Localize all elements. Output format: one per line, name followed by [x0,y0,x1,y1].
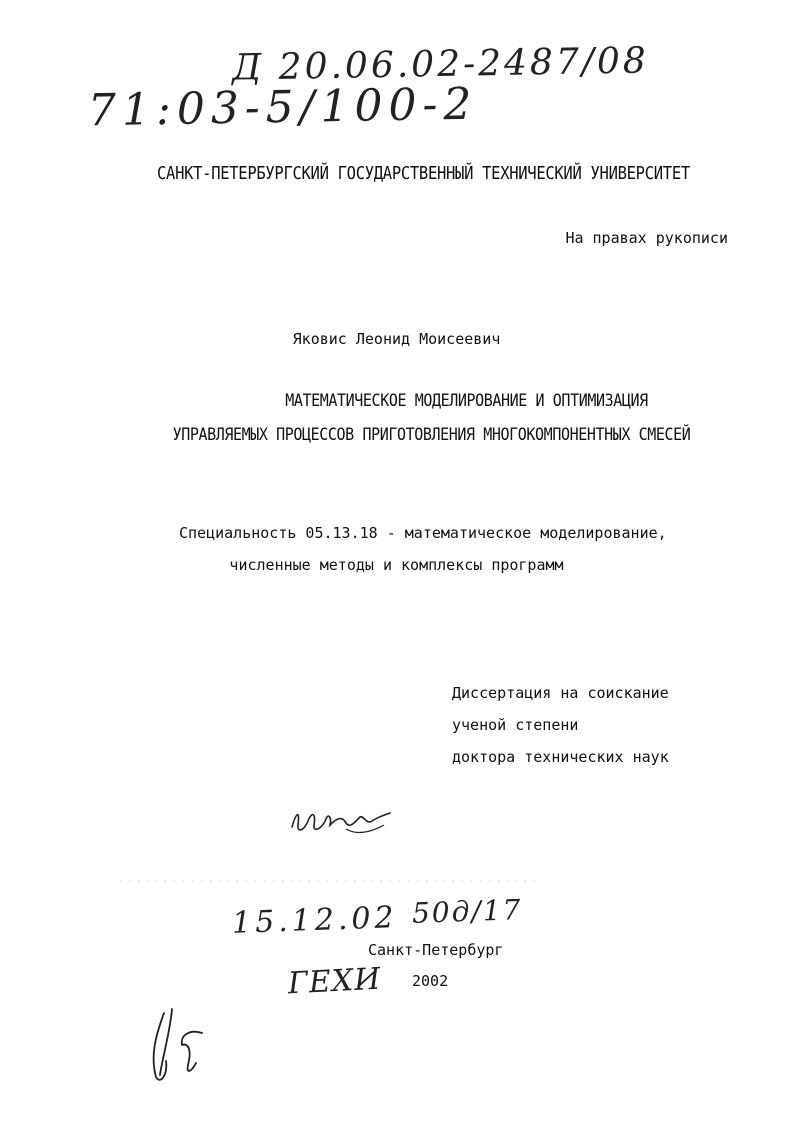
handwritten-number: 50д/17 [411,893,523,930]
university-name: САНКТ-ПЕТЕРБУРГСКИЙ ГОСУДАРСТВЕННЫЙ ТЕХНИЧЕСКИЙ УНИВЕРСИТЕТ [157,163,690,184]
dissertation-line-3: доктора технических наук [452,748,669,766]
dissertation-line-1: Диссертация на соискание [452,684,669,702]
librarian-signature-icon [142,1005,222,1090]
handwritten-archive-code: Д 20.06.02-2487/08 [231,40,650,89]
handwritten-mark: ГЕХИ [287,961,383,1002]
thesis-title-line-1: МАТЕМАТИЧЕСКОЕ МОДЕЛИРОВАНИЕ И ОПТИМИЗАЦИЯ [285,390,648,411]
scan-speckle [120,880,540,882]
manuscript-rights-note: На правах рукописи [565,229,728,247]
city: Санкт-Петербург [368,941,504,959]
author-name: Яковис Леонид Моисеевич [292,330,501,348]
handwritten-date: 15.12.02 [231,900,399,941]
author-signature-icon [286,795,396,845]
dissertation-line-2: ученой степени [452,716,579,734]
year: 2002 [412,972,449,990]
specialty-line-1: Специальность 05.13.18 - математическое моделирование, [179,524,667,542]
specialty-line-2: численные методы и комплексы программ [229,556,564,574]
thesis-title-line-2: УПРАВЛЯЕМЫХ ПРОЦЕССОВ ПРИГОТОВЛЕНИЯ МНОГОКОМПОНЕНТНЫХ СМЕСЕЙ [172,424,691,445]
handwritten-library-code: 71:03-5/100-2 [87,78,478,137]
